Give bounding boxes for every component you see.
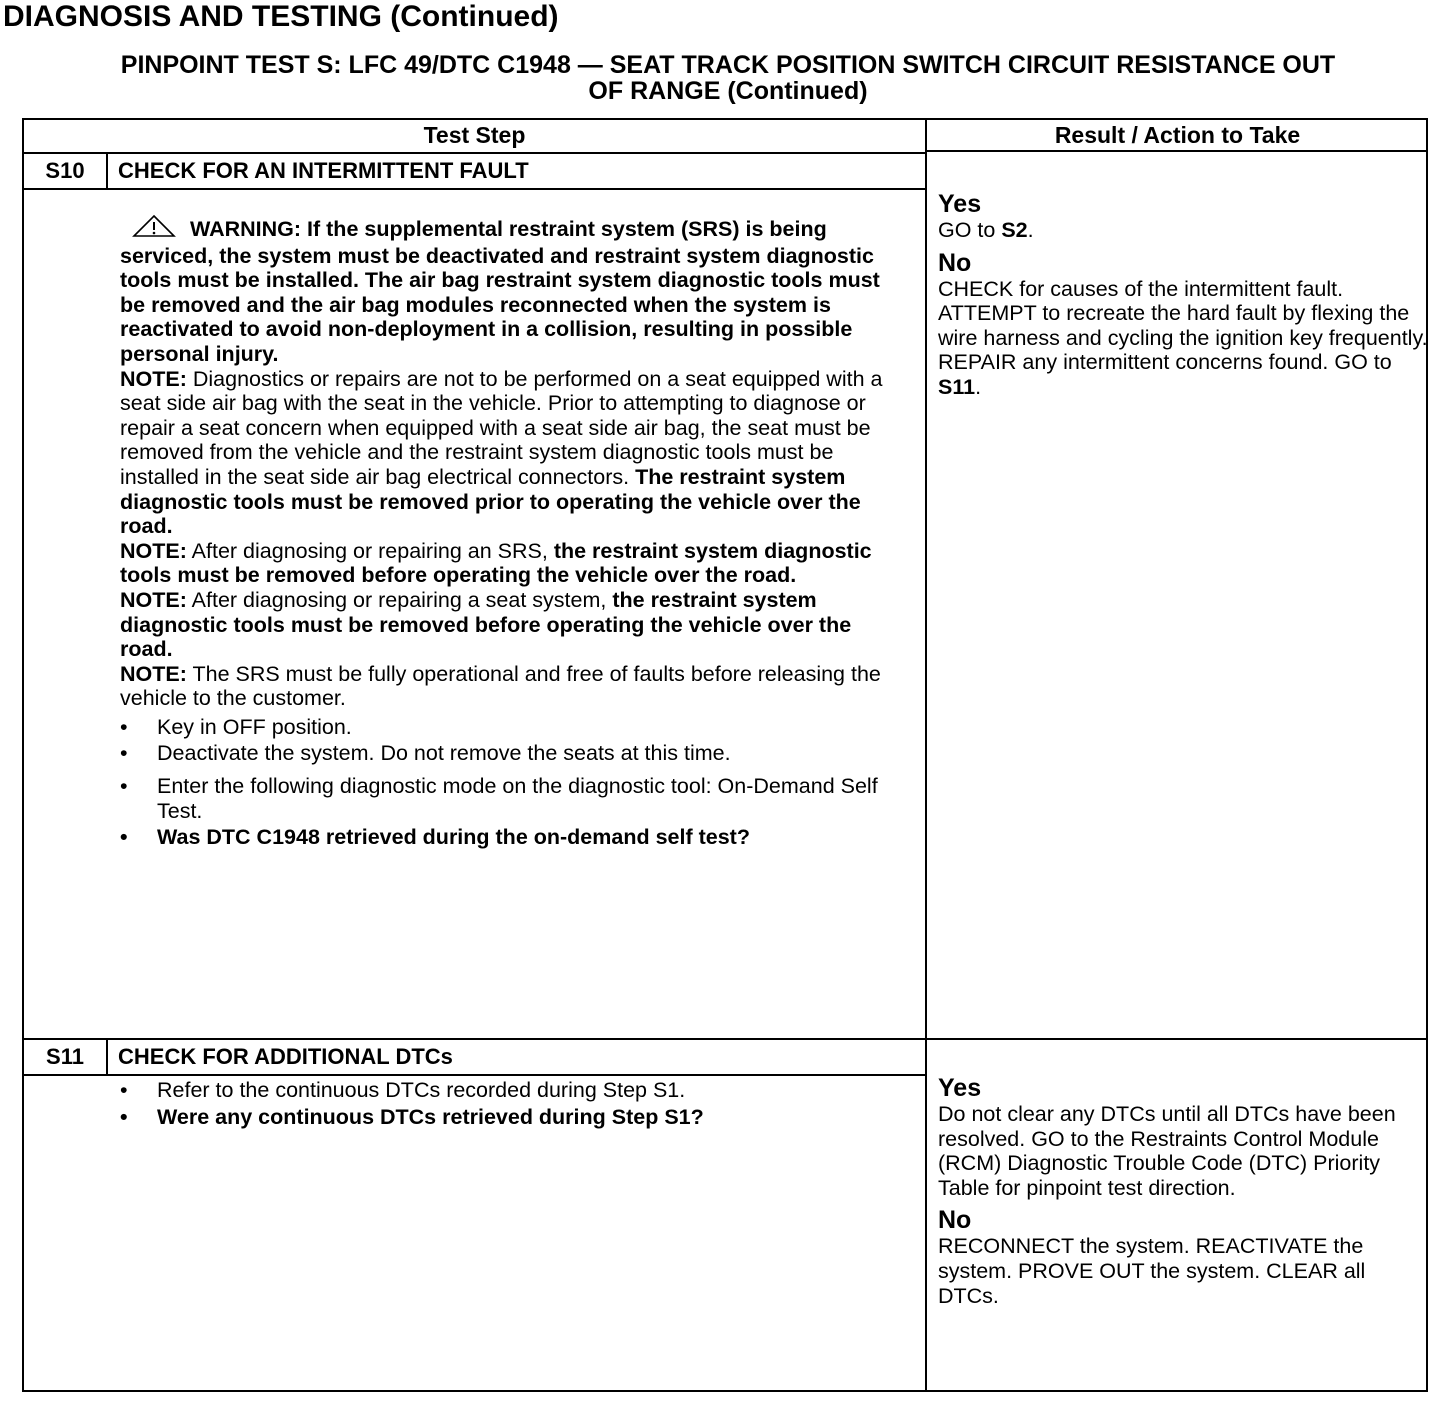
test-step-table (22, 118, 1428, 1392)
warning-text: WARNING: If the supplemental restraint system (SRS) is being serviced, the system must be deactivated and restraint system diagnostic tools must be installed. The air bag restraint system diagnostic tools must be removed and the air bag modules reconnected when the system is reactivated to avoid non-deployment in a collision, resulting in possible personal injury. (120, 217, 880, 366)
header-rule-right (927, 150, 1426, 152)
note-after-seat-system (120, 588, 895, 662)
yes-end: . (1027, 218, 1034, 242)
s10-action-list (120, 715, 895, 850)
no-end: . (975, 374, 982, 399)
no-text: CHECK for causes of the intermittent fault. ATTEMPT to recreate the hard fault by flexing the wire harness and cycling the ignition key frequently. REPAIR any intermittent concerns found. GO to (938, 276, 1428, 375)
list-item: • Refer to the continuous DTCs recorded during Step S1. (120, 1078, 895, 1103)
note-label: NOTE: (120, 538, 187, 563)
list-item: • Enter the following diagnostic mode on the diagnostic tool: On-Demand Self Test. (120, 774, 895, 823)
note-bold-text: the restraint system diagnostic tools must be removed before operating the vehicle over the road. (120, 538, 872, 588)
column-divider (925, 120, 927, 1390)
list-item: • Key in OFF position. (120, 715, 895, 740)
step-ref-s2: S2 (1001, 218, 1028, 242)
header-test-step: Test Step (423, 122, 526, 148)
step-ref-s11: S11 (938, 374, 976, 399)
step-body-s11 (120, 1078, 895, 1129)
no-label: No (938, 1206, 972, 1235)
warning-triangle-icon (132, 214, 176, 244)
yes-label: Yes (938, 1074, 982, 1102)
note-bold-text: the restraint system diagnostic tools must be removed before operating the vehicle over the road. (120, 587, 852, 662)
yes-action: Do not clear any DTCs until all DTCs have been resolved. GO to the Restraints Control Module (RCM) Diagnostic Trouble Code (DTC) Priority Table for pinpoint test direction. (938, 1102, 1396, 1200)
list-item: • Deactivate the system. Do not remove the seats at this time. (120, 741, 895, 766)
header-result-action: Result / Action to Take (1054, 122, 1301, 148)
header-rule-left (24, 152, 925, 154)
no-action: RECONNECT the system. REACTIVATE the system. PROVE OUT the system. CLEAR all DTCs. (938, 1234, 1366, 1308)
s10-title-rule (24, 188, 925, 190)
note-text: After diagnosing or repairing a seat system, (186, 587, 613, 612)
step-question: • Was DTC C1948 retrieved during the on-demand self test? (120, 825, 895, 850)
pinpoint-test-title (12, 52, 1444, 104)
note-seat-side-airbag (120, 367, 895, 539)
no-label: No (938, 248, 972, 277)
result-s10 (938, 190, 1428, 400)
yes-text: GO to (938, 218, 1002, 242)
s11-action-list (120, 1078, 895, 1129)
note-text: After diagnosing or repairing an SRS, (186, 538, 554, 563)
note-label: NOTE: (120, 366, 187, 391)
s10-id-divider (106, 154, 108, 188)
s11-id-divider (106, 1040, 108, 1074)
note-text: The SRS must be fully operational and free of faults before releasing the vehicle to the customer. (120, 661, 881, 711)
note-text: Diagnostics or repairs are not to be performed on a seat equipped with a seat side air bag with the seat in the vehicle. Prior to attempting to diagnose or repair a seat concern when equipped with a seat side air bag, the seat must be removed from the vehicle and the restraint system diagnostic tools must be installed in the seat side air bag electrical connectors. (120, 366, 883, 489)
note-bold-text: The restraint system diagnostic tools must be removed prior to operating the vehicle over the road. (120, 464, 861, 539)
note-srs-operational (120, 662, 895, 711)
step-id-s10: S10 (45, 158, 85, 183)
step-title-s10: CHECK FOR AN INTERMITTENT FAULT (118, 158, 529, 183)
pinpoint-test-title-line1: PINPOINT TEST S: LFC 49/DTC C1948 — SEAT TRACK POSITION SWITCH CIRCUIT RESISTANCE OUT (120, 51, 1336, 79)
step-title-s11: CHECK FOR ADDITIONAL DTCs (118, 1044, 453, 1069)
s11-section-rule (24, 1038, 1426, 1040)
yes-action (938, 218, 1428, 243)
result-s11 (938, 1074, 1428, 1308)
note-after-srs (120, 539, 895, 588)
s11-title-rule (24, 1074, 925, 1076)
warning-paragraph (120, 214, 895, 367)
note-label: NOTE: (120, 661, 187, 686)
no-action (938, 277, 1428, 400)
yes-label: Yes (938, 190, 982, 218)
step-id-s11: S11 (46, 1044, 84, 1069)
step-body-s10 (120, 214, 895, 850)
pinpoint-test-title-line2: OF RANGE (Continued) (588, 77, 868, 105)
note-label: NOTE: (120, 587, 187, 612)
page-title: DIAGNOSIS AND TESTING (Continued) (3, 0, 559, 33)
step-question: • Were any continuous DTCs retrieved during Step S1? (120, 1105, 895, 1130)
